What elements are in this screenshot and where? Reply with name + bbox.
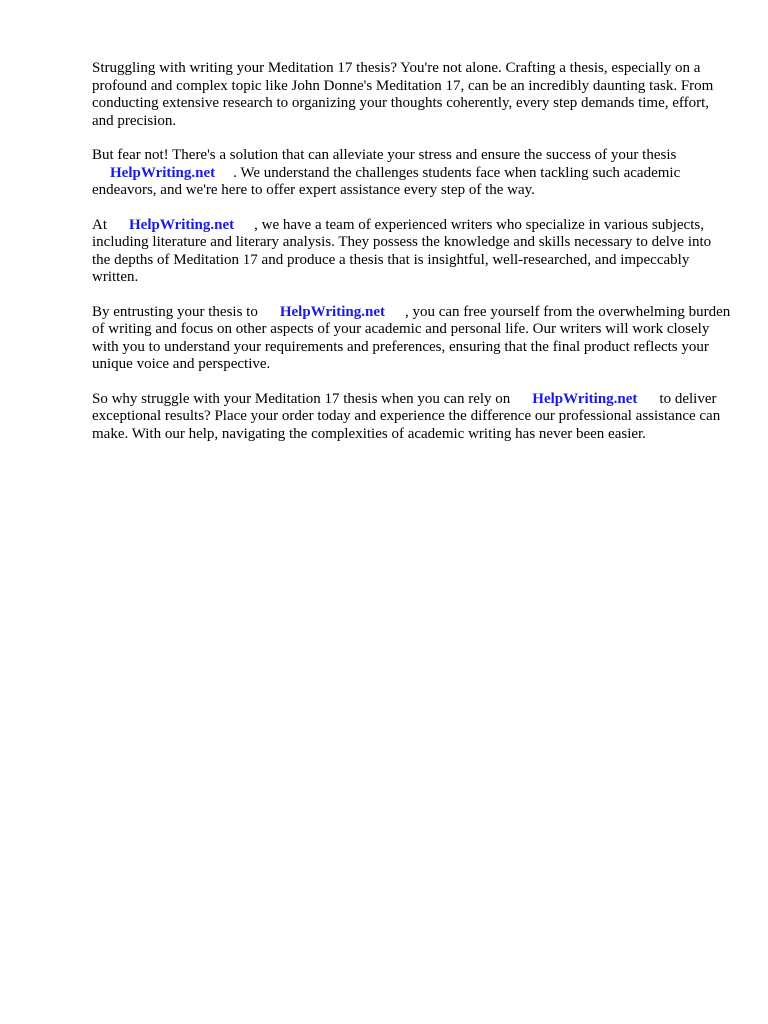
solution-text-after: . We understand the challenges students face when tackling such academic endeavors, and we're here to offer expert assistance every step of the way. [92, 164, 681, 198]
entrusting-text-before: By entrusting your thesis to [92, 303, 258, 320]
intro-text: Struggling with writing your Meditation 17 thesis? You're not alone. Crafting a thesis, especially on a profound and complex topic like John Donne's Meditation 17, can be an incredibly daunting task. From conducting extensive research to organizing your thoughts coherently, every step demands time, effort, and precision. [92, 60, 714, 129]
closing-paragraph [92, 391, 732, 444]
helpwriting-link[interactable]: HelpWriting.net [279, 303, 385, 320]
intro-paragraph [92, 60, 732, 130]
entrusting-paragraph [92, 304, 732, 374]
helpwriting-link[interactable]: HelpWriting.net [532, 390, 638, 407]
helpwriting-link[interactable]: HelpWriting.net [129, 216, 235, 233]
solution-text-before: But fear not! There's a solution that can alleviate your stress and ensure the success of your thesis [92, 147, 677, 163]
closing-text-before: So why struggle with your Meditation 17 thesis when you can rely on [92, 390, 511, 407]
helpwriting-link[interactable]: HelpWriting.net [110, 164, 216, 181]
team-paragraph [92, 217, 732, 287]
entrusting-text-after: , you can free yourself from the overwhelming burden of writing and focus on other aspects of your academic and personal life. Our writers will work closely with you to understand your requirements and preferences, ensuring that the final product reflects your unique voice and perspective. [92, 303, 731, 372]
solution-paragraph [92, 147, 732, 200]
team-text-before: At [92, 216, 107, 233]
team-text-after: , we have a team of experienced writers who specialize in various subjects, including literature and literary analysis. They possess the knowledge and skills necessary to delve into the depths of Meditation 17 and produce a thesis that is insightful, well-researched, and impeccably written. [92, 216, 712, 285]
document-body [92, 60, 732, 460]
closing-text-after: to deliver exceptional results? Place your order today and experience the difference our professional assistance can make. With our help, navigating the complexities of academic writing has never been easier. [92, 390, 721, 442]
